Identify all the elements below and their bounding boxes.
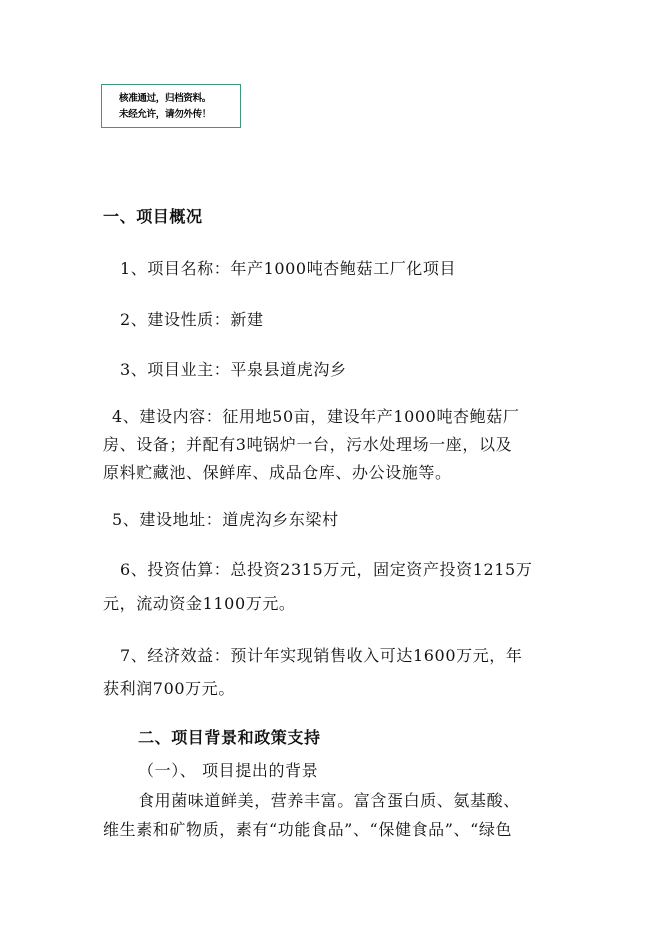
item-construction-address: 5、建设地址：道虎沟乡东梁村 — [112, 510, 339, 529]
section-heading-overview: 一、项目概况 — [103, 207, 203, 226]
item-construction-content-line-2: 房、设备；并配有3吨锅炉一台，污水处理场一座，以及 — [103, 435, 513, 454]
item-economic-benefit-line-2: 获利润700万元。 — [103, 679, 235, 698]
item-investment-line-1: 6、投资估算：总投资2315万元，固定资产投资1215万 — [120, 560, 533, 579]
item-construction-type: 2、建设性质：新建 — [120, 310, 264, 329]
item-construction-content-line-1: 4、建设内容：征用地50亩，建设年产1000吨杏鲍菇厂 — [112, 407, 520, 426]
item-investment-line-2: 元，流动资金1100万元。 — [103, 594, 296, 613]
stamp-line-1: 核准通过，归档资料。 — [119, 93, 212, 104]
section-heading-background: 二、项目背景和政策支持 — [138, 728, 321, 747]
stamp-line-2: 未经允许，请勿外传！ — [119, 109, 212, 120]
paragraph-line-2: 维生素和矿物质，素有“功能食品”、“保健食品”、“绿色 — [103, 820, 513, 839]
item-project-owner: 3、项目业主：平泉县道虎沟乡 — [120, 360, 347, 379]
item-economic-benefit-line-1: 7、经济效益：预计年实现销售收入可达1600万元，年 — [120, 646, 523, 665]
paragraph-line-1: 食用菌味道鲜美，营养丰富。富含蛋白质、氨基酸、 — [138, 791, 520, 810]
approval-stamp — [101, 84, 241, 128]
subheading-background: （一）、 项目提出的背景 — [138, 761, 319, 780]
item-project-name: 1、项目名称：年产1000吨杏鲍菇工厂化项目 — [120, 259, 457, 278]
item-construction-content-line-3: 原料贮藏池、保鲜库、成品仓库、办公设施等。 — [103, 463, 452, 482]
